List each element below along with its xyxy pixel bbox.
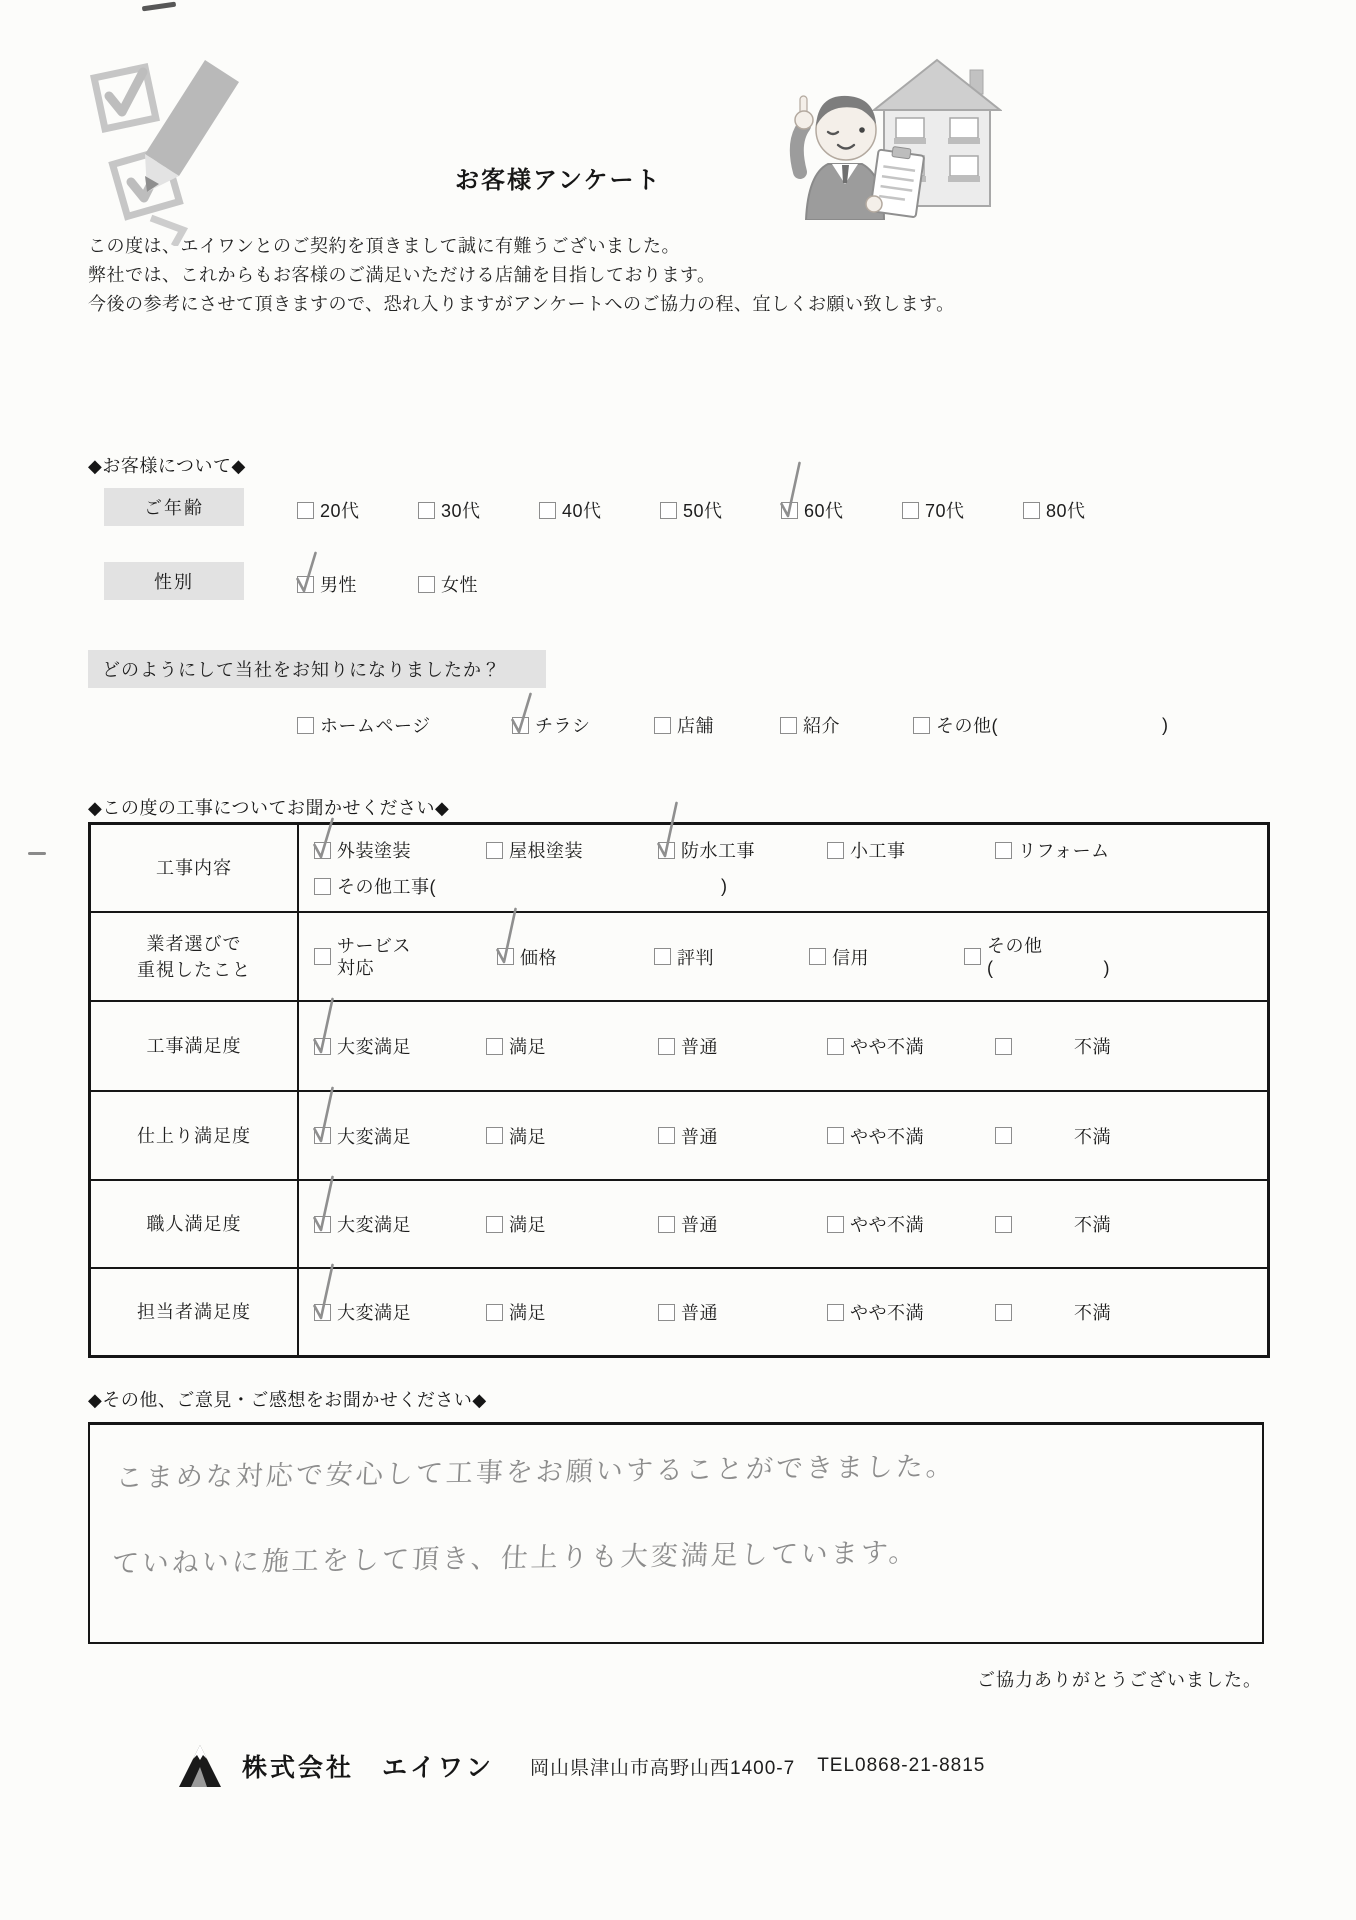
age-option-30s[interactable]: 30代 <box>418 497 539 523</box>
checkbox-icon <box>827 1127 844 1144</box>
company-tel: TEL0868-21-8815 <box>817 1755 986 1776</box>
work-option-roof-painting[interactable]: 屋根塗装 <box>486 837 658 863</box>
checkbox-icon <box>964 948 981 965</box>
age-label: ご年齢 <box>104 488 244 526</box>
checkbox-icon <box>995 1216 1012 1233</box>
age-option-50s[interactable]: 50代 <box>660 497 781 523</box>
section-heading-comments: ◆その他、ご意見・ご感想をお聞かせください◆ <box>88 1390 487 1410</box>
source-option-flyer[interactable]: チラシ <box>512 712 654 738</box>
craftsman-sat-option-dissatisfied[interactable]: 不満 <box>995 1211 1111 1237</box>
check-mark-icon <box>311 995 335 1057</box>
table-row-finish-satisfaction <box>91 1090 1267 1179</box>
work-option-exterior-painting[interactable]: 外装塗装 <box>314 837 486 863</box>
work-option-small-work[interactable]: 小工事 <box>827 837 995 863</box>
work-sat-option-neutral[interactable]: 普通 <box>658 1033 827 1059</box>
finish-sat-option-satisfied[interactable]: 満足 <box>486 1123 658 1149</box>
source-option-store[interactable]: 店舗 <box>654 712 780 738</box>
closing-paren: ) <box>1162 714 1168 735</box>
check-mark-icon <box>509 690 533 736</box>
manager-sat-option-neutral[interactable]: 普通 <box>658 1299 827 1325</box>
checkbox-icon <box>418 502 435 519</box>
work-sat-option-slightly-dissatisfied[interactable]: やや不満 <box>827 1033 995 1059</box>
checkbox-icon <box>660 502 677 519</box>
check-mark-icon <box>311 1261 335 1323</box>
checkbox-icon <box>486 842 503 859</box>
checkbox-icon <box>658 1216 675 1233</box>
checkbox-icon <box>658 842 675 859</box>
row-label-work-content: 工事内容 <box>91 825 299 911</box>
section-heading-work: ◆この度の工事についてお聞かせください◆ <box>88 798 450 818</box>
checkbox-icon <box>827 1216 844 1233</box>
table-row-manager-satisfaction <box>91 1267 1267 1355</box>
finish-sat-option-very-satisfied[interactable]: 大変満足 <box>314 1123 486 1149</box>
work-option-waterproofing[interactable]: 防水工事 <box>658 837 827 863</box>
checkbox-icon <box>995 1038 1012 1055</box>
gender-label: 性別 <box>104 562 244 600</box>
work-sat-option-dissatisfied[interactable]: 不満 <box>995 1033 1111 1059</box>
checkbox-icon <box>297 717 314 734</box>
craftsman-sat-option-satisfied[interactable]: 満足 <box>486 1211 658 1237</box>
gender-options <box>297 571 539 597</box>
checkbox-icon <box>809 948 826 965</box>
check-mark-icon <box>655 799 679 861</box>
checkbox-icon <box>995 842 1012 859</box>
survey-table <box>88 822 1270 1358</box>
footer <box>176 1742 985 1790</box>
table-row-contractor-criteria <box>91 911 1267 1000</box>
manager-sat-option-satisfied[interactable]: 満足 <box>486 1299 658 1325</box>
table-row-work-content <box>91 825 1267 911</box>
checkbox-icon <box>827 842 844 859</box>
scan-artifact-top <box>142 2 176 12</box>
thanks-note: ご協力ありがとうございました。 <box>977 1670 1262 1690</box>
checkbox-icon <box>654 948 671 965</box>
businessman-house-illustration <box>762 52 1002 220</box>
finish-sat-option-neutral[interactable]: 普通 <box>658 1123 827 1149</box>
company-logo-icon <box>176 1742 224 1790</box>
age-option-20s[interactable]: 20代 <box>297 497 418 523</box>
age-option-80s[interactable]: 80代 <box>1023 497 1144 523</box>
checkbox-icon <box>314 842 331 859</box>
criteria-option-other[interactable]: その他 ( ) <box>964 935 1110 979</box>
source-options <box>297 712 1168 738</box>
intro-line-3: 今後の参考にさせて頂きますので、恐れ入りますがアンケートへのご協力の程、宜しくお願い致します。 <box>88 294 955 314</box>
finish-sat-option-slightly-dissatisfied[interactable]: やや不満 <box>827 1123 995 1149</box>
checkbox-icon <box>512 717 529 734</box>
checkbox-icon <box>539 502 556 519</box>
checkbox-icon <box>314 948 331 965</box>
intro-line-1: この度は、エイワンとのご契約を頂きまして誠に有難うございました。 <box>88 236 680 256</box>
handwritten-comment-line-1: こまめな対応で安心して工事をお願いすることができました。 <box>115 1451 957 1493</box>
checkbox-icon <box>418 576 435 593</box>
checkbox-icon <box>314 1038 331 1055</box>
closing-paren: ) <box>721 875 727 896</box>
checkbox-icon <box>486 1127 503 1144</box>
criteria-option-trust[interactable]: 信用 <box>809 944 964 970</box>
manager-sat-option-very-satisfied[interactable]: 大変満足 <box>314 1299 486 1325</box>
intro-line-2: 弊社では、これからもお客様のご満足いただける店舗を目指しております。 <box>88 265 716 285</box>
checkbox-icon <box>486 1038 503 1055</box>
source-question-label: どのようにして当社をお知りになりましたか？ <box>88 650 546 688</box>
age-options <box>297 497 1144 523</box>
craftsman-sat-option-very-satisfied[interactable]: 大変満足 <box>314 1211 486 1237</box>
criteria-option-price[interactable]: 価格 <box>497 944 654 970</box>
finish-sat-option-dissatisfied[interactable]: 不満 <box>995 1123 1111 1149</box>
source-option-referral[interactable]: 紹介 <box>780 712 913 738</box>
criteria-option-service[interactable]: サービス 対応 <box>314 935 497 979</box>
manager-sat-option-dissatisfied[interactable]: 不満 <box>995 1299 1111 1325</box>
pencil-icon <box>145 60 239 192</box>
check-mark-icon <box>778 459 802 521</box>
gender-option-male[interactable]: 男性 <box>297 571 418 597</box>
checkbox-icon <box>486 1216 503 1233</box>
work-option-other-work[interactable]: その他工事( <box>314 873 436 899</box>
check-mark-icon <box>311 1173 335 1235</box>
checkbox-icon <box>497 948 514 965</box>
craftsman-sat-option-neutral[interactable]: 普通 <box>658 1211 827 1237</box>
row-label-manager-satisfaction: 担当者満足度 <box>91 1269 299 1355</box>
page-title: お客様アンケート <box>455 167 662 194</box>
checkbox-icon <box>297 576 314 593</box>
age-option-60s[interactable]: 60代 <box>781 497 902 523</box>
checkbox-icon <box>995 1127 1012 1144</box>
craftsman-sat-option-slightly-dissatisfied[interactable]: やや不満 <box>827 1211 995 1237</box>
handwritten-comment-line-2: ていねいに施工をして頂き、仕上りも大変満足しています。 <box>111 1537 920 1579</box>
work-option-reform[interactable]: リフォーム <box>995 837 1110 863</box>
checkbox-icon <box>995 1304 1012 1321</box>
checkbox-icon <box>314 1127 331 1144</box>
gender-option-female[interactable]: 女性 <box>418 571 539 597</box>
row-label-work-satisfaction: 工事満足度 <box>91 1002 299 1090</box>
company-address: 岡山県津山市高野山西1400-7 <box>530 1757 796 1779</box>
row-label-contractor-criteria: 業者選びで 重視したこと <box>91 913 299 1000</box>
checkbox-icon <box>486 1304 503 1321</box>
intro-paragraph <box>88 232 955 319</box>
company-name: 株式会社 エイワン <box>242 1754 495 1782</box>
table-row-craftsman-satisfaction <box>91 1179 1267 1267</box>
checkbox-icon <box>781 502 798 519</box>
row-label-finish-satisfaction: 仕上り満足度 <box>91 1092 299 1179</box>
source-option-other[interactable]: その他( <box>913 712 998 738</box>
table-row-work-satisfaction <box>91 1000 1267 1090</box>
age-option-40s[interactable]: 40代 <box>539 497 660 523</box>
source-option-homepage[interactable]: ホームページ <box>297 712 512 738</box>
section-heading-customer: ◆お客様について◆ <box>88 456 246 476</box>
scan-artifact-left <box>28 852 46 855</box>
check-mark-icon <box>311 1084 335 1146</box>
checkbox-icon <box>827 1038 844 1055</box>
check-mark-icon <box>494 905 518 967</box>
checkbox-icon <box>658 1127 675 1144</box>
checkbox-icon <box>314 1216 331 1233</box>
checkbox-icon <box>913 717 930 734</box>
checkbox-icon <box>827 1304 844 1321</box>
checkbox-icon <box>902 502 919 519</box>
checkbox-icon <box>314 1304 331 1321</box>
check-mark-icon <box>311 815 335 861</box>
age-option-70s[interactable]: 70代 <box>902 497 1023 523</box>
checkbox-icon <box>297 502 314 519</box>
checkbox-icon <box>780 717 797 734</box>
checkbox-icon <box>654 717 671 734</box>
checkbox-icon <box>658 1038 675 1055</box>
criteria-option-reputation[interactable]: 評判 <box>654 944 809 970</box>
checkbox-icon <box>658 1304 675 1321</box>
check-mark-icon <box>294 549 318 595</box>
manager-sat-option-slightly-dissatisfied[interactable]: やや不満 <box>827 1299 995 1325</box>
checklist-pencil-illustration <box>85 56 280 246</box>
work-sat-option-satisfied[interactable]: 満足 <box>486 1033 658 1059</box>
checkbox-icon <box>314 878 331 895</box>
checkbox-icon <box>1023 502 1040 519</box>
row-label-craftsman-satisfaction: 職人満足度 <box>91 1181 299 1267</box>
work-sat-option-very-satisfied[interactable]: 大変満足 <box>314 1033 486 1059</box>
